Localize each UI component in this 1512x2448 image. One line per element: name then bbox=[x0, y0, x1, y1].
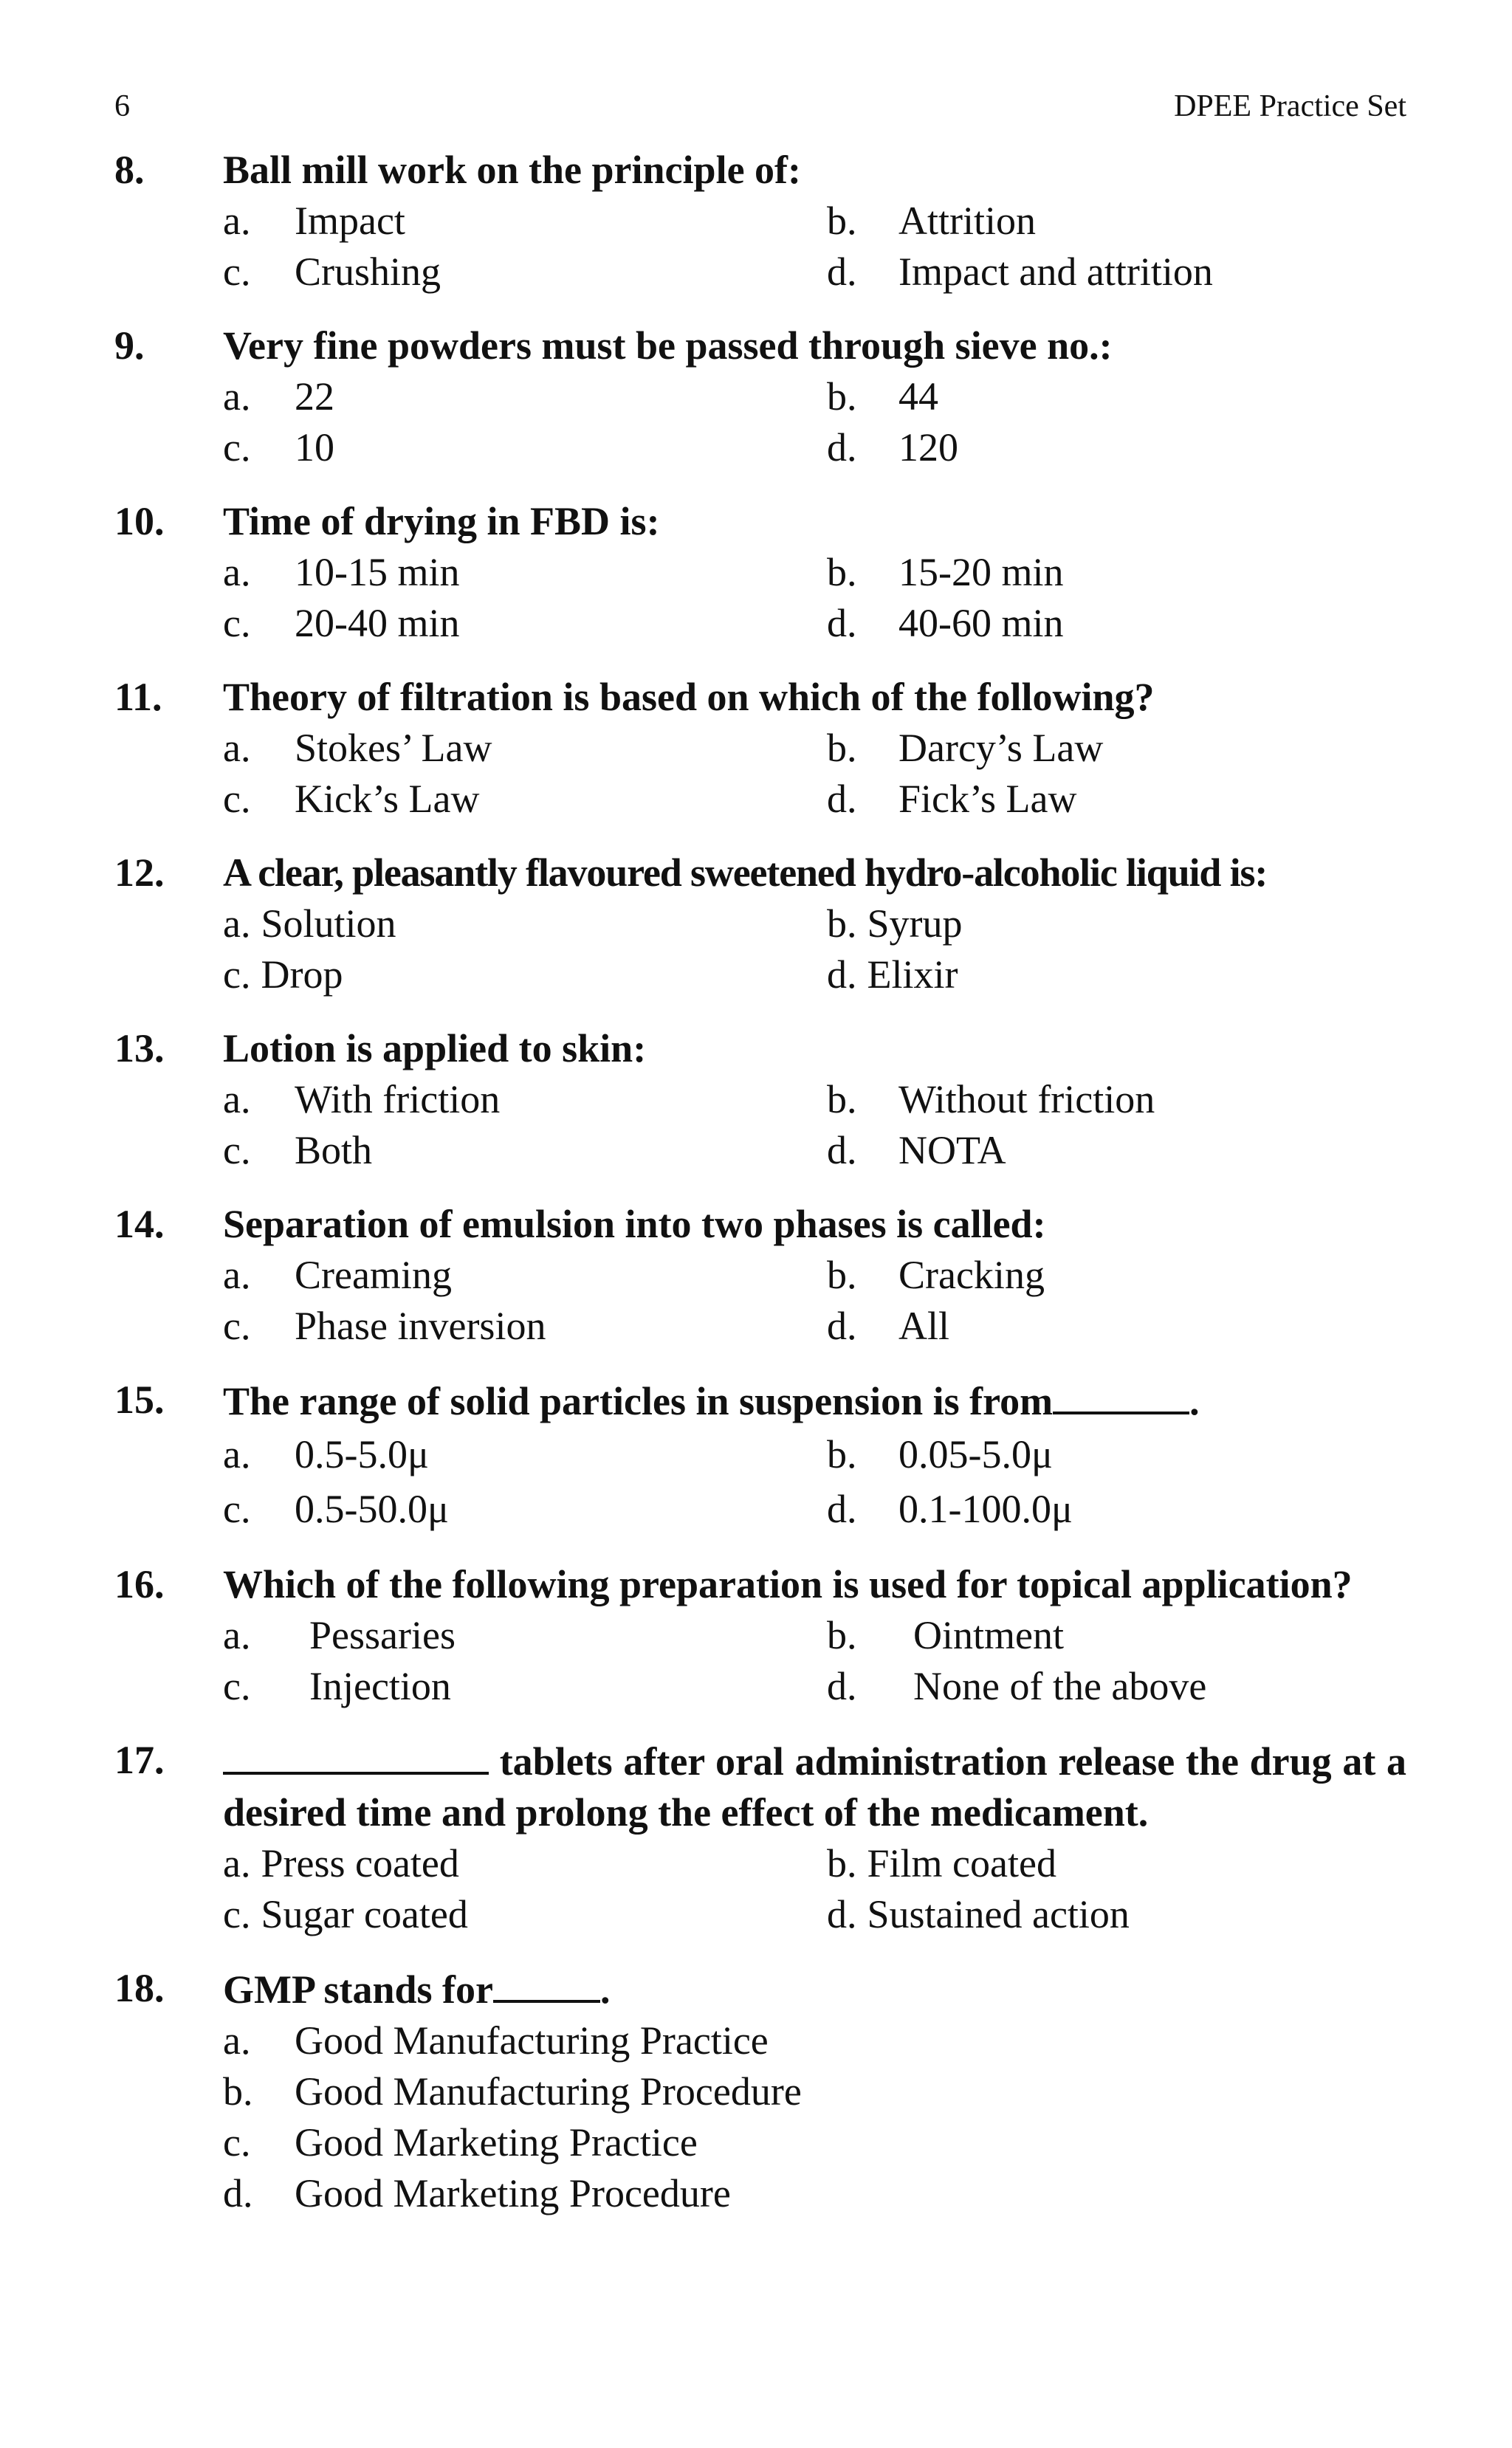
option-text: Crushing bbox=[295, 250, 441, 294]
option-b bbox=[827, 1250, 1406, 1301]
option-letter: a. bbox=[223, 199, 251, 243]
option-text: Pessaries bbox=[309, 1613, 456, 1657]
option-a bbox=[223, 547, 827, 598]
option-text: Both bbox=[295, 1128, 373, 1172]
option-letter: b. bbox=[827, 1077, 857, 1121]
option-text: Phase inversion bbox=[295, 1304, 546, 1348]
option-letter: b. bbox=[827, 1432, 857, 1476]
option-d bbox=[827, 422, 1406, 473]
option-text: 22 bbox=[295, 374, 334, 419]
option-text: Syrup bbox=[867, 901, 963, 946]
option-b bbox=[223, 2066, 1406, 2117]
question-number: 10. bbox=[114, 499, 165, 543]
option-list bbox=[223, 547, 1406, 649]
question-text: Separation of emulsion into two phases is called: bbox=[223, 1202, 1046, 1246]
option-text: Fick’s Law bbox=[898, 777, 1077, 821]
option-text: Good Manufacturing Practice bbox=[295, 2018, 769, 2063]
option-b bbox=[827, 547, 1406, 598]
question-text: Ball mill work on the principle of: bbox=[223, 148, 801, 192]
option-a bbox=[223, 898, 827, 949]
option-d bbox=[827, 1125, 1406, 1176]
option-list bbox=[223, 723, 1406, 825]
option-d bbox=[827, 598, 1406, 649]
option-list bbox=[223, 1250, 1406, 1352]
option-a bbox=[223, 1838, 827, 1889]
question-14 bbox=[114, 1199, 1406, 1352]
option-text: Cracking bbox=[898, 1253, 1045, 1297]
option-letter: d. bbox=[827, 1892, 857, 1936]
question-number: 18. bbox=[114, 1966, 165, 2010]
option-letter: c. bbox=[223, 601, 251, 645]
option-text: Good Marketing Procedure bbox=[295, 2171, 731, 2215]
option-letter: b. bbox=[827, 199, 857, 243]
option-d bbox=[827, 1661, 1406, 1712]
question-text: Lotion is applied to skin: bbox=[223, 1026, 647, 1070]
option-letter: b. bbox=[827, 1253, 857, 1297]
question-list bbox=[114, 145, 1406, 2242]
question-text: Which of the following preparation is used for topical application? bbox=[223, 1562, 1353, 1606]
option-b bbox=[827, 1610, 1406, 1661]
option-c bbox=[223, 949, 827, 1000]
option-text: Drop bbox=[261, 952, 343, 997]
option-letter: a. bbox=[223, 1077, 251, 1121]
option-list bbox=[223, 196, 1406, 298]
question-12 bbox=[114, 847, 1406, 1000]
option-b bbox=[827, 196, 1406, 247]
question-13 bbox=[114, 1023, 1406, 1176]
option-text: Ointment bbox=[913, 1613, 1064, 1657]
option-letter: a. bbox=[223, 1432, 251, 1476]
option-letter: d. bbox=[827, 1664, 857, 1708]
option-d bbox=[827, 774, 1406, 825]
option-a bbox=[223, 1610, 827, 1661]
option-letter: c. bbox=[223, 1664, 251, 1708]
option-letter: c. bbox=[223, 952, 251, 997]
option-d bbox=[827, 1482, 1406, 1536]
option-letter: c. bbox=[223, 777, 251, 821]
question-17 bbox=[114, 1735, 1406, 1940]
question-number: 9. bbox=[114, 323, 145, 368]
option-list bbox=[223, 1610, 1406, 1712]
option-letter: a. bbox=[223, 550, 251, 594]
option-letter: b. bbox=[827, 726, 857, 770]
question-text-start: The range of solid particles in suspension is from bbox=[223, 1379, 1054, 1423]
option-a bbox=[223, 196, 827, 247]
option-d bbox=[827, 949, 1406, 1000]
option-text: 0.5-5.0μ bbox=[295, 1432, 429, 1476]
option-list bbox=[223, 1427, 1406, 1536]
question-text-body: tablets after oral administration release the drug at a desired time and prolong the effect of the medicament. bbox=[223, 1739, 1406, 1835]
option-text: Sustained action bbox=[867, 1892, 1130, 1936]
option-text: Kick’s Law bbox=[295, 777, 480, 821]
option-a bbox=[223, 1074, 827, 1125]
option-letter: d. bbox=[223, 2171, 253, 2215]
option-d bbox=[827, 1889, 1406, 1940]
question-number: 15. bbox=[114, 1378, 165, 1422]
option-d bbox=[827, 247, 1406, 298]
question-18 bbox=[114, 1963, 1406, 2219]
option-c bbox=[223, 774, 827, 825]
question-text: Very fine powders must be passed through sieve no.: bbox=[223, 323, 1113, 368]
option-c bbox=[223, 1125, 827, 1176]
option-b bbox=[827, 371, 1406, 422]
option-list bbox=[223, 2015, 1406, 2219]
option-letter: b. bbox=[827, 550, 857, 594]
question-8 bbox=[114, 145, 1406, 298]
option-list bbox=[223, 1074, 1406, 1176]
option-text: 0.05-5.0μ bbox=[898, 1432, 1053, 1476]
question-number: 13. bbox=[114, 1026, 165, 1070]
option-text: 10-15 min bbox=[295, 550, 460, 594]
option-text: 120 bbox=[898, 425, 958, 470]
option-text: Stokes’ Law bbox=[295, 726, 492, 770]
option-text: 0.1-100.0μ bbox=[898, 1487, 1073, 1531]
option-letter: d. bbox=[827, 1487, 857, 1531]
option-list bbox=[223, 1838, 1406, 1940]
option-letter: b. bbox=[223, 2069, 253, 2114]
option-text: Elixir bbox=[867, 952, 958, 997]
option-letter: b. bbox=[827, 1613, 857, 1657]
question-number: 16. bbox=[114, 1562, 165, 1606]
option-b bbox=[827, 723, 1406, 774]
option-a bbox=[223, 1250, 827, 1301]
answer-blank bbox=[223, 1735, 489, 1775]
running-title: DPEE Practice Set bbox=[1174, 89, 1406, 123]
option-b bbox=[827, 1427, 1406, 1482]
option-text: Sugar coated bbox=[261, 1892, 468, 1936]
question-11 bbox=[114, 672, 1406, 825]
option-c bbox=[223, 1482, 827, 1536]
option-letter: c. bbox=[223, 1128, 251, 1172]
option-text: 10 bbox=[295, 425, 334, 470]
option-b bbox=[827, 1074, 1406, 1125]
question-number: 8. bbox=[114, 148, 145, 192]
option-text: With friction bbox=[295, 1077, 501, 1121]
question-number: 12. bbox=[114, 850, 165, 895]
option-text: Good Manufacturing Procedure bbox=[295, 2069, 802, 2114]
option-letter: c. bbox=[223, 1487, 251, 1531]
option-letter: c. bbox=[223, 250, 251, 294]
question-text bbox=[223, 1963, 1406, 2015]
option-letter: b. bbox=[827, 901, 857, 946]
option-a bbox=[223, 2015, 1406, 2066]
option-letter: d. bbox=[827, 777, 857, 821]
option-text: Impact and attrition bbox=[898, 250, 1213, 294]
question-text: A clear, pleasantly flavoured sweetened hydro-alcoholic liquid is: bbox=[223, 850, 1268, 895]
option-text: None of the above bbox=[913, 1664, 1207, 1708]
option-text: NOTA bbox=[898, 1128, 1006, 1172]
answer-blank bbox=[1053, 1375, 1189, 1414]
option-c bbox=[223, 598, 827, 649]
option-text: Darcy’s Law bbox=[898, 726, 1104, 770]
question-number: 17. bbox=[114, 1738, 165, 1782]
option-text: 20-40 min bbox=[295, 601, 460, 645]
option-text: Injection bbox=[309, 1664, 451, 1708]
option-text: Press coated bbox=[261, 1841, 459, 1885]
option-text: Creaming bbox=[295, 1253, 452, 1297]
question-text-start: GMP stands for bbox=[223, 1967, 494, 2012]
option-letter: d. bbox=[827, 1304, 857, 1348]
option-c bbox=[223, 1301, 827, 1352]
option-text: Without friction bbox=[898, 1077, 1155, 1121]
question-text-end: . bbox=[600, 1967, 611, 2012]
option-letter: c. bbox=[223, 2120, 251, 2165]
option-text: Attrition bbox=[898, 199, 1036, 243]
question-text: Theory of filtration is based on which of the following? bbox=[223, 675, 1155, 719]
option-letter: a. bbox=[223, 1613, 251, 1657]
option-c bbox=[223, 1889, 827, 1940]
option-text: 15-20 min bbox=[898, 550, 1064, 594]
option-text: Good Marketing Practice bbox=[295, 2120, 698, 2165]
option-text: Film coated bbox=[867, 1841, 1056, 1885]
option-c bbox=[223, 247, 827, 298]
option-letter: d. bbox=[827, 425, 857, 470]
option-list bbox=[223, 898, 1406, 1000]
question-16 bbox=[114, 1559, 1406, 1712]
option-letter: a. bbox=[223, 726, 251, 770]
question-number: 14. bbox=[114, 1202, 165, 1246]
answer-blank bbox=[493, 1963, 600, 2003]
option-c bbox=[223, 2117, 1406, 2168]
option-letter: a. bbox=[223, 1253, 251, 1297]
option-b bbox=[827, 1838, 1406, 1889]
page-number: 6 bbox=[114, 89, 130, 123]
option-d bbox=[827, 1301, 1406, 1352]
option-text: Solution bbox=[261, 901, 396, 946]
option-letter: a. bbox=[223, 1841, 251, 1885]
option-letter: a. bbox=[223, 2018, 251, 2063]
option-letter: c. bbox=[223, 425, 251, 470]
question-text bbox=[223, 1735, 1406, 1838]
question-text bbox=[223, 1375, 1406, 1427]
question-text-end: . bbox=[1189, 1379, 1200, 1423]
option-a bbox=[223, 723, 827, 774]
option-letter: b. bbox=[827, 374, 857, 419]
option-letter: d. bbox=[827, 250, 857, 294]
option-letter: b. bbox=[827, 1841, 857, 1885]
option-letter: a. bbox=[223, 374, 251, 419]
option-text: All bbox=[898, 1304, 950, 1348]
option-c bbox=[223, 422, 827, 473]
option-a bbox=[223, 371, 827, 422]
option-c bbox=[223, 1661, 827, 1712]
option-a bbox=[223, 1427, 827, 1482]
question-9 bbox=[114, 320, 1406, 473]
question-text: Time of drying in FBD is: bbox=[223, 499, 660, 543]
option-text: Impact bbox=[295, 199, 405, 243]
question-10 bbox=[114, 496, 1406, 649]
option-text: 0.5-50.0μ bbox=[295, 1487, 449, 1531]
option-b bbox=[827, 898, 1406, 949]
question-15 bbox=[114, 1375, 1406, 1536]
option-letter: c. bbox=[223, 1304, 251, 1348]
option-letter: d. bbox=[827, 952, 857, 997]
option-letter: d. bbox=[827, 1128, 857, 1172]
option-letter: d. bbox=[827, 601, 857, 645]
option-letter: a. bbox=[223, 901, 251, 946]
option-d bbox=[223, 2168, 1406, 2219]
option-text: 40-60 min bbox=[898, 601, 1064, 645]
option-list bbox=[223, 371, 1406, 473]
option-letter: c. bbox=[223, 1892, 251, 1936]
option-text: 44 bbox=[898, 374, 938, 419]
question-number: 11. bbox=[114, 675, 162, 719]
